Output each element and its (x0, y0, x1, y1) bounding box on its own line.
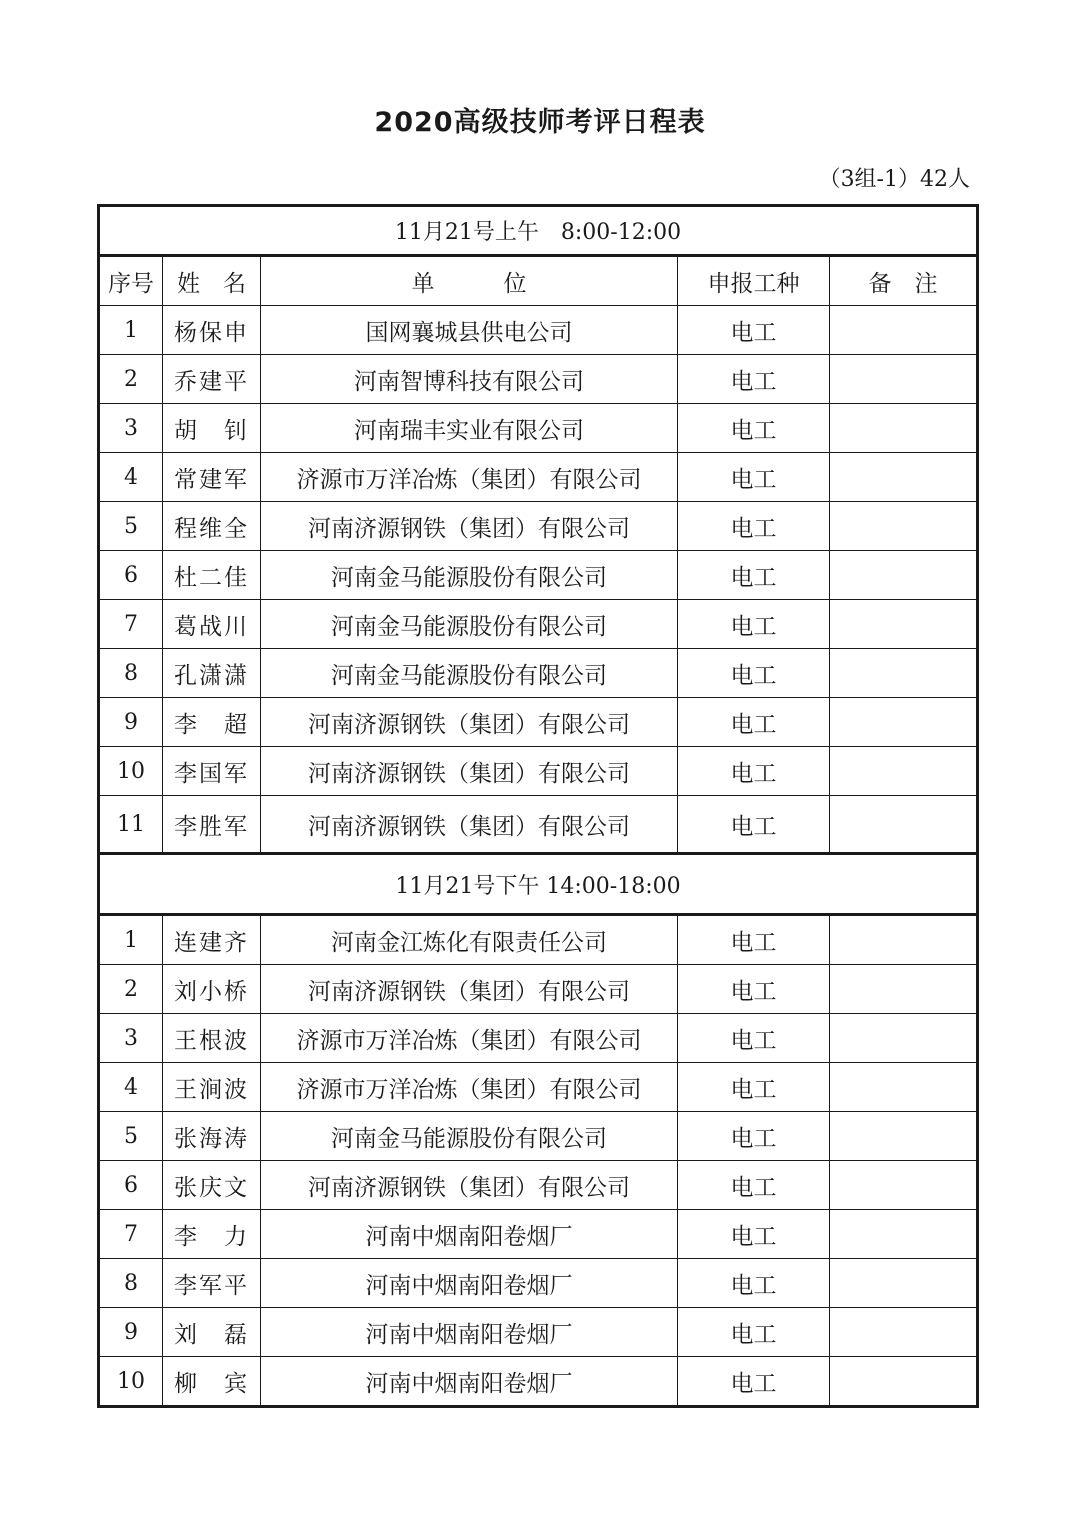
cell-trade: 电工 (678, 965, 830, 1014)
table-row (99, 796, 978, 854)
column-header-remark: 备 注 (830, 256, 978, 306)
cell-unit: 河南金马能源股份有限公司 (261, 600, 678, 649)
cell-name: 李军平 (163, 1259, 261, 1308)
cell-no: 11 (99, 796, 163, 854)
cell-name: 杨保申 (163, 306, 261, 355)
cell-unit: 河南金马能源股份有限公司 (261, 649, 678, 698)
table-row (99, 1259, 978, 1308)
cell-unit: 河南济源钢铁（集团）有限公司 (261, 1161, 678, 1210)
cell-no: 8 (99, 1259, 163, 1308)
table-row (99, 698, 978, 747)
cell-trade: 电工 (678, 1014, 830, 1063)
cell-unit: 河南中烟南阳卷烟厂 (261, 1210, 678, 1259)
table-row (99, 1308, 978, 1357)
cell-remark (830, 355, 978, 404)
table-row (99, 1357, 978, 1407)
cell-no: 2 (99, 355, 163, 404)
cell-no: 8 (99, 649, 163, 698)
table-row (99, 404, 978, 453)
table-header-row (99, 256, 978, 306)
cell-remark (830, 1308, 978, 1357)
cell-remark (830, 1259, 978, 1308)
cell-remark (830, 796, 978, 854)
cell-name: 乔建平 (163, 355, 261, 404)
cell-no: 1 (99, 306, 163, 355)
cell-unit: 河南智博科技有限公司 (261, 355, 678, 404)
cell-trade: 电工 (678, 502, 830, 551)
cell-name: 孔潇潇 (163, 649, 261, 698)
cell-trade: 电工 (678, 404, 830, 453)
cell-trade: 电工 (678, 1063, 830, 1112)
cell-name: 刘小桥 (163, 965, 261, 1014)
cell-trade: 电工 (678, 355, 830, 404)
cell-no: 5 (99, 1112, 163, 1161)
table-row (99, 965, 978, 1014)
cell-no: 7 (99, 1210, 163, 1259)
group-note: （3组-1）42人 (818, 167, 970, 192)
column-header-no: 序号 (99, 256, 163, 306)
cell-name: 胡 钊 (163, 404, 261, 453)
cell-name: 葛战川 (163, 600, 261, 649)
table-row (99, 649, 978, 698)
cell-trade: 电工 (678, 1161, 830, 1210)
cell-no: 3 (99, 404, 163, 453)
cell-no: 6 (99, 551, 163, 600)
cell-unit: 济源市万洋冶炼（集团）有限公司 (261, 1063, 678, 1112)
cell-remark (830, 1357, 978, 1407)
cell-no: 4 (99, 1063, 163, 1112)
cell-unit: 河南中烟南阳卷烟厂 (261, 1357, 678, 1407)
cell-remark (830, 1112, 978, 1161)
cell-unit: 河南中烟南阳卷烟厂 (261, 1308, 678, 1357)
cell-no: 10 (99, 1357, 163, 1407)
cell-trade: 电工 (678, 551, 830, 600)
cell-unit: 河南金马能源股份有限公司 (261, 551, 678, 600)
cell-trade: 电工 (678, 1112, 830, 1161)
session-header-morning (99, 206, 978, 256)
cell-no: 1 (99, 915, 163, 965)
cell-trade: 电工 (678, 453, 830, 502)
cell-trade: 电工 (678, 915, 830, 965)
cell-name: 李胜军 (163, 796, 261, 854)
cell-remark (830, 1014, 978, 1063)
cell-remark (830, 1210, 978, 1259)
cell-name: 李国军 (163, 747, 261, 796)
session-label: 11月21号下午 14:00-18:00 (99, 854, 978, 915)
table-row (99, 1014, 978, 1063)
cell-name: 程维全 (163, 502, 261, 551)
cell-trade: 电工 (678, 747, 830, 796)
cell-trade: 电工 (678, 1259, 830, 1308)
table-row (99, 355, 978, 404)
cell-trade: 电工 (678, 600, 830, 649)
session-label: 11月21号上午 8:00-12:00 (99, 206, 978, 256)
table-row (99, 1063, 978, 1112)
cell-remark (830, 306, 978, 355)
table-row (99, 306, 978, 355)
column-header-unit: 单 位 (261, 256, 678, 306)
cell-no: 6 (99, 1161, 163, 1210)
cell-remark (830, 747, 978, 796)
cell-no: 2 (99, 965, 163, 1014)
cell-name: 柳 宾 (163, 1357, 261, 1407)
cell-unit: 济源市万洋冶炼（集团）有限公司 (261, 453, 678, 502)
cell-trade: 电工 (678, 796, 830, 854)
cell-name: 李 超 (163, 698, 261, 747)
cell-unit: 河南济源钢铁（集团）有限公司 (261, 796, 678, 854)
cell-no: 5 (99, 502, 163, 551)
table-row (99, 747, 978, 796)
cell-name: 李 力 (163, 1210, 261, 1259)
cell-unit: 河南金江炼化有限责任公司 (261, 915, 678, 965)
cell-remark (830, 404, 978, 453)
cell-name: 刘 磊 (163, 1308, 261, 1357)
cell-trade: 电工 (678, 1357, 830, 1407)
cell-remark (830, 965, 978, 1014)
cell-unit: 河南济源钢铁（集团）有限公司 (261, 965, 678, 1014)
cell-unit: 河南瑞丰实业有限公司 (261, 404, 678, 453)
cell-remark (830, 649, 978, 698)
cell-remark (830, 1063, 978, 1112)
table-row (99, 551, 978, 600)
table-row (99, 1210, 978, 1259)
schedule-table (97, 204, 979, 1408)
cell-no: 7 (99, 600, 163, 649)
cell-unit: 河南济源钢铁（集团）有限公司 (261, 502, 678, 551)
cell-unit: 济源市万洋冶炼（集团）有限公司 (261, 1014, 678, 1063)
page-title: 2020高级技师考评日程表 (374, 107, 706, 138)
cell-no: 9 (99, 1308, 163, 1357)
cell-remark (830, 1161, 978, 1210)
column-header-trade: 申报工种 (678, 256, 830, 306)
cell-name: 常建军 (163, 453, 261, 502)
cell-trade: 电工 (678, 1210, 830, 1259)
table-row (99, 1161, 978, 1210)
cell-name: 杜二佳 (163, 551, 261, 600)
cell-remark (830, 915, 978, 965)
table-row (99, 453, 978, 502)
cell-name: 连建齐 (163, 915, 261, 965)
cell-remark (830, 453, 978, 502)
cell-remark (830, 600, 978, 649)
cell-no: 10 (99, 747, 163, 796)
cell-trade: 电工 (678, 306, 830, 355)
cell-name: 张庆文 (163, 1161, 261, 1210)
cell-unit: 河南中烟南阳卷烟厂 (261, 1259, 678, 1308)
cell-trade: 电工 (678, 698, 830, 747)
cell-unit: 河南金马能源股份有限公司 (261, 1112, 678, 1161)
cell-remark (830, 551, 978, 600)
cell-no: 4 (99, 453, 163, 502)
cell-name: 王根波 (163, 1014, 261, 1063)
cell-remark (830, 502, 978, 551)
cell-trade: 电工 (678, 1308, 830, 1357)
session-header-afternoon (99, 854, 978, 915)
cell-name: 张海涛 (163, 1112, 261, 1161)
cell-unit: 国网襄城县供电公司 (261, 306, 678, 355)
cell-name: 王涧波 (163, 1063, 261, 1112)
table-row (99, 915, 978, 965)
table-row (99, 502, 978, 551)
table-row (99, 1112, 978, 1161)
cell-unit: 河南济源钢铁（集团）有限公司 (261, 747, 678, 796)
cell-no: 9 (99, 698, 163, 747)
column-header-name: 姓 名 (163, 256, 261, 306)
table-row (99, 600, 978, 649)
cell-unit: 河南济源钢铁（集团）有限公司 (261, 698, 678, 747)
cell-trade: 电工 (678, 649, 830, 698)
cell-no: 3 (99, 1014, 163, 1063)
cell-remark (830, 698, 978, 747)
